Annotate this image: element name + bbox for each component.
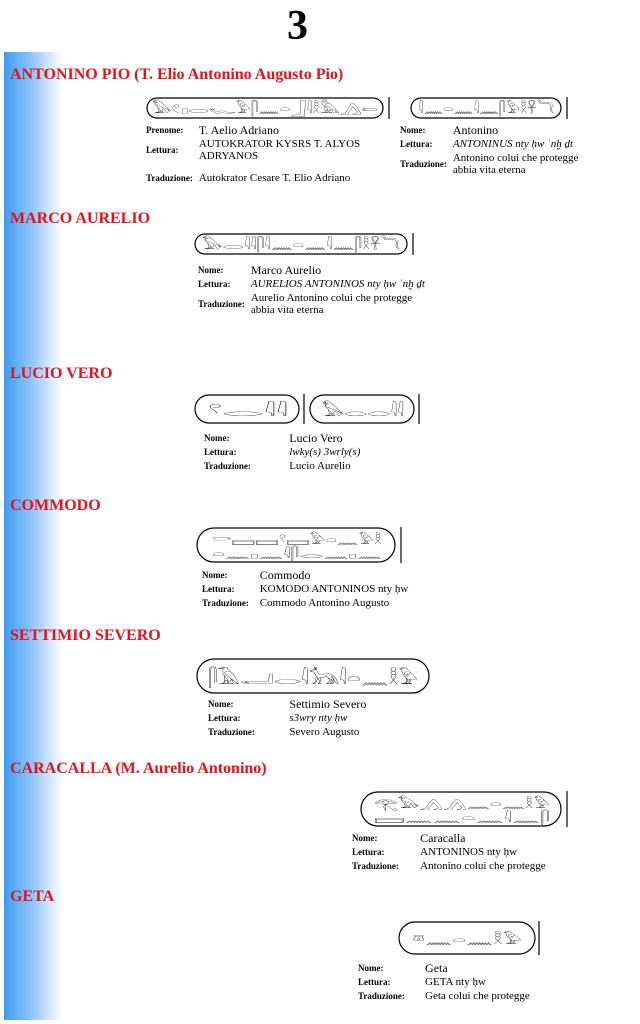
- section-title-caracalla: CARACALLA (M. Aurelio Antonino): [10, 760, 267, 777]
- label-lettura: Lettura:: [400, 139, 433, 149]
- value-lettura: ANTONINUS nty ḥw ʿnḫ ḏt: [452, 138, 574, 150]
- cartouche-caracalla: [360, 790, 572, 830]
- svg-text:𓅃𓂋𓇋𓇋𓋴𓇋𓈖𓏏𓈖𓇋𓈖𓋴𓎛𓋹𓆓: 𓅃𓂋𓇋𓇋𓋴𓇋𓈖𓏏𓈖𓇋𓈖𓋴𓎛𓋹𓆓: [202, 238, 343, 253]
- value-traduzione: Commodo Antonino Augusto: [259, 597, 390, 609]
- page-number: 3: [287, 3, 308, 49]
- section-title-geta: GETA: [10, 888, 55, 905]
- label-traduzione: Traduzione:: [198, 299, 245, 309]
- info-settimio-severo: [208, 698, 408, 740]
- svg-text:𓏏𓈖𓊪𓈖𓇋𓋴𓂋𓈖𓊪𓈖: 𓏏𓈖𓊪𓈖𓇋𓋴𓂋𓈖𓊪𓈖: [212, 547, 310, 561]
- value-traduzione: Lucio Aurelio: [289, 460, 351, 472]
- section-title-antonino-pio: ANTONINO PIO (T. Elio Antonino Augusto Pio): [10, 66, 344, 83]
- label-traduzione: Traduzione:: [352, 861, 399, 871]
- section-title-settimio-severo: SETTIMIO SEVERO: [10, 627, 161, 644]
- section-title-marco-aurelio: MARCO AURELIO: [10, 210, 151, 227]
- label-lettura: Lettura:: [208, 713, 241, 723]
- value-nome: Antonino: [452, 123, 499, 137]
- value-lettura: ANTONINOS nty ḥw: [420, 846, 518, 858]
- value-lettura: KOMODO ANTONINOS nty ḥw: [259, 583, 409, 595]
- info-lucio-vero: [204, 432, 404, 474]
- label-lettura: Lettura:: [202, 584, 235, 594]
- label-prenome: Prenome:: [146, 125, 184, 135]
- label-traduzione: Traduzione:: [202, 598, 249, 608]
- label-nome: Nome:: [208, 699, 234, 709]
- label-nome: Nome:: [202, 570, 228, 580]
- value-traduzione: Antonino colui che protegge: [420, 860, 546, 872]
- info-marco-aurelio: [198, 264, 428, 318]
- value-traduzione: Aurelio Antonino colui che protegge abbia vita eterna: [250, 292, 413, 316]
- info-caracalla: [352, 832, 582, 874]
- value-lettura: GETA nty ḥw: [425, 976, 486, 988]
- info-antonino-nome: [400, 124, 580, 178]
- value-nome: Lucio Vero: [289, 431, 343, 445]
- cartouche-antonino-prenome: [146, 96, 394, 122]
- label-nome: Nome:: [358, 963, 384, 973]
- value-traduzione: Autokrator Cesare T. Elio Adriano: [198, 172, 351, 184]
- cartouche-antonino-nome: [410, 96, 572, 122]
- info-antonino-prenome: [146, 124, 384, 186]
- value-traduzione: Geta colui che protegge: [425, 990, 530, 1002]
- value-nome: Settimio Severo: [289, 697, 367, 711]
- section-title-commodo: COMMODO: [10, 497, 101, 514]
- label-nome: Nome:: [352, 833, 378, 843]
- cartouche-settimio-severo: [196, 657, 438, 697]
- label-lettura: Lettura:: [352, 847, 385, 857]
- label-traduzione: Traduzione:: [400, 159, 447, 169]
- section-title-lucio-vero: LUCIO VERO: [10, 365, 113, 382]
- svg-text:𓋴𓄿𓂝𓂋𓇋𓃥𓇋𓏏𓈖𓎛𓅱: 𓋴𓄿𓂝𓂋𓇋𓃥𓇋𓏏𓈖𓎛𓅱: [208, 669, 365, 689]
- svg-text:𓎡𓈙𓈙𓍢𓈙𓅱𓏏𓈖𓅱𓎛: 𓎡𓈙𓈙𓍢𓈙𓅱𓏏𓈖𓅱𓎛: [212, 533, 325, 547]
- value-lettura: lwky(s) 3wrly(s): [289, 446, 361, 458]
- svg-text:𓎼𓈖𓏏𓈖𓎛𓅱: 𓎼𓈖𓏏𓈖𓎛𓅱: [412, 933, 476, 948]
- svg-text:𓇋𓈖𓏏𓈖𓇋𓈖𓋴𓅱𓎛𓋹𓆓: 𓇋𓈖𓏏𓈖𓇋𓈖𓋴𓅱𓎛𓋹𓆓: [418, 102, 526, 117]
- value-lettura: AURELIOS ANTONINOS nty ḥw ʿnḫ ḏt: [250, 278, 425, 290]
- cartouche-lucio-vero: [194, 393, 426, 427]
- svg-text:𓂀𓅃𓂻𓂻𓈖𓏏𓈖𓎛𓅱: 𓂀𓅃𓂻𓂻𓈖𓏏𓈖𓎛𓅱: [374, 797, 484, 811]
- cartouche-commodo: [196, 526, 406, 566]
- svg-text:𓅃𓂋𓂋𓇋𓇋: 𓅃𓂋𓂋𓇋𓇋: [322, 402, 385, 420]
- label-lettura: Lettura:: [204, 447, 237, 457]
- info-geta: [358, 962, 558, 1004]
- label-traduzione: Traduzione:: [146, 173, 193, 183]
- label-traduzione: Traduzione:: [204, 461, 251, 471]
- label-lettura: Lettura:: [198, 279, 231, 289]
- cartouche-geta: [398, 920, 544, 958]
- value-nome: Caracalla: [420, 831, 466, 845]
- svg-text:𓅃𓏲𓊪𓂋𓆑𓅱𓋴𓈖𓏏𓃀𓇋𓎛𓅓𓂻𓍿: 𓅃𓏲𓊪𓂋𓆑𓅱𓋴𓈖𓏏𓃀𓇋𓎛𓅓𓂻𓍿: [152, 102, 319, 117]
- label-traduzione: Traduzione:: [358, 991, 405, 1001]
- label-nome: Nome:: [400, 125, 426, 135]
- value-prenome: T. Aelio Adriano: [198, 123, 279, 137]
- svg-text:𓍢𓂋𓇋𓇋: 𓍢𓂋𓇋𓇋: [208, 402, 242, 420]
- value-traduzione: Antonino colui che protegge abbia vita eterna: [452, 152, 579, 176]
- label-lettura: Lettura:: [146, 145, 179, 155]
- cartouche-marco-aurelio: [194, 232, 418, 258]
- value-traduzione: Severo Augusto: [289, 726, 360, 738]
- label-lettura: Lettura:: [358, 977, 391, 987]
- value-nome: Commodo: [259, 568, 311, 582]
- label-nome: Nome:: [204, 433, 230, 443]
- value-lettura: s3wry nty ḥw: [289, 712, 348, 724]
- label-nome: Nome:: [198, 265, 224, 275]
- info-commodo: [202, 569, 422, 611]
- value-lettura: AUTOKRATOR KYSRS T. ALYOS ADRYANOS: [198, 138, 361, 162]
- label-traduzione: Traduzione:: [208, 727, 255, 737]
- svg-text:𓈙𓈖𓈖𓏏𓈖𓇋𓈖𓋴: 𓈙𓈖𓈖𓏏𓈖𓇋𓈖𓋴: [374, 811, 464, 825]
- page-gradient-sidebar: [4, 52, 64, 1020]
- value-nome: Marco Aurelio: [250, 263, 322, 277]
- value-nome: Geta: [425, 961, 448, 975]
